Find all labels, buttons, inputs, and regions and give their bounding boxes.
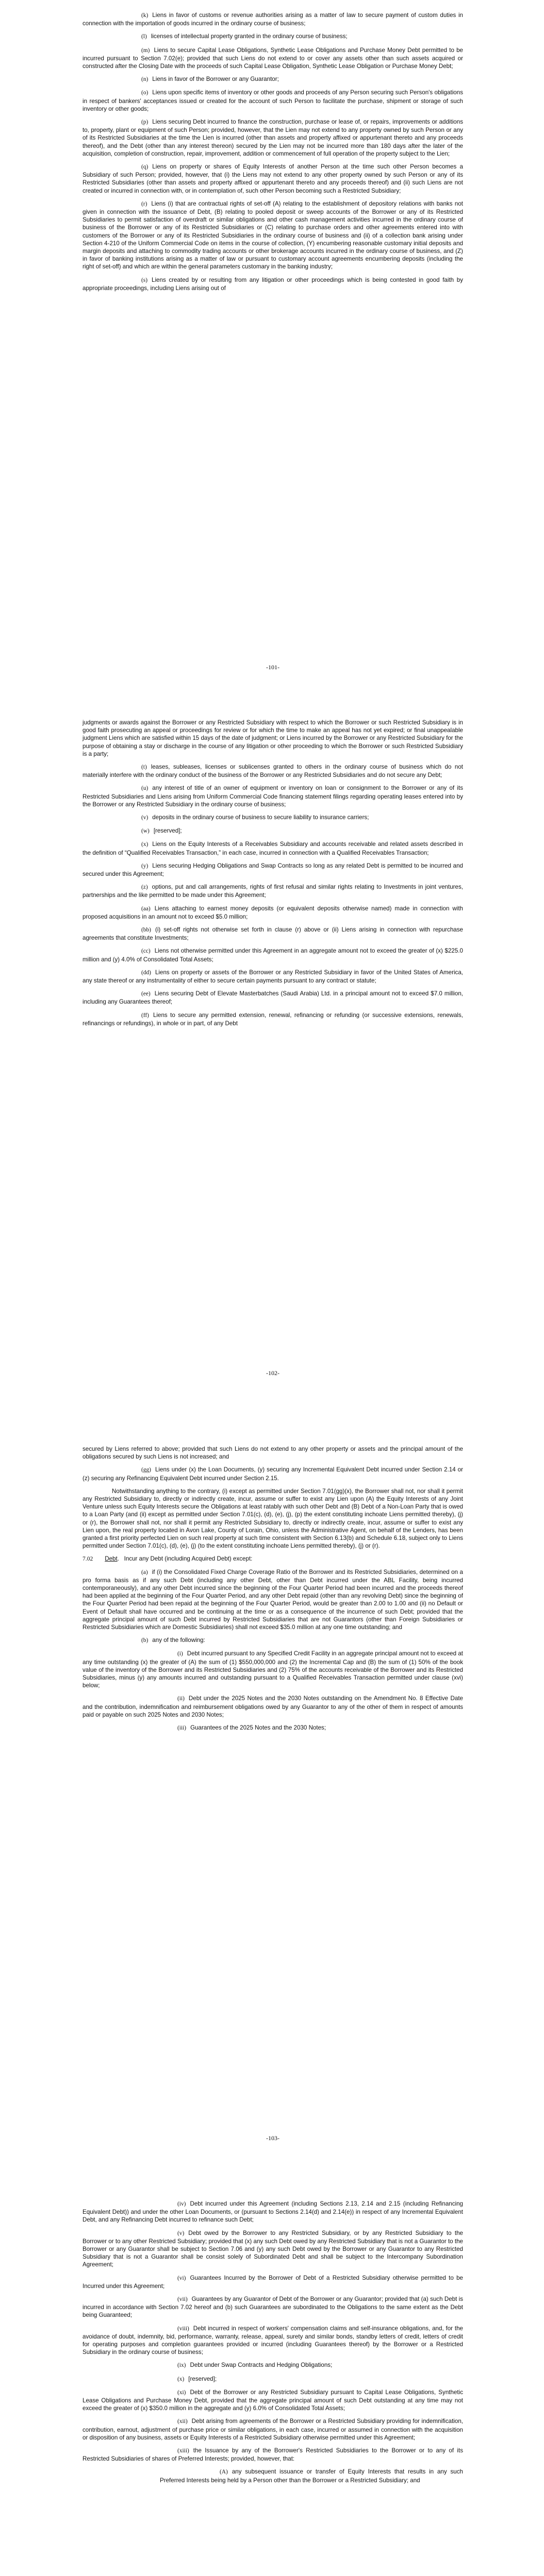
page-101	[83, 11, 463, 671]
clause-text: options, put and call arrangements, rights of first refusal and similar rights relating to Investments in joint ventures, partnerships and the like permitted to be made under this Agreement;	[83, 884, 463, 899]
clause-marker: (w)	[141, 828, 150, 835]
clause-marker: (s)	[141, 277, 148, 283]
clause-text: deposits in the ordinary course of business to secure liability to insurance carriers;	[152, 814, 369, 821]
clause-marker: (xii)	[177, 2418, 188, 2425]
list-item	[83, 46, 463, 71]
list-item	[83, 75, 463, 83]
clause-marker: (cc)	[141, 948, 151, 955]
list-item	[83, 2361, 463, 2369]
clause-text: Liens to secure any permitted extension, renewal, refinancing or refunding (or successive extensions, renewals, refinancings or refundings), in whole or in part, of any Debt	[83, 1011, 463, 1027]
page-102	[83, 719, 463, 1377]
clause-marker: (k)	[141, 12, 149, 19]
clause-b	[83, 1636, 463, 1645]
clause-marker: (A)	[220, 2469, 228, 2476]
list-item	[83, 969, 463, 985]
list-item	[83, 1011, 463, 1027]
list-item	[83, 2274, 463, 2290]
clause-text: Liens securing Hedging Obligations and Swap Contracts so long as any related Debt is permitted to be incurred and secured under this Agreement;	[83, 862, 463, 878]
clause-text: any of the following:	[152, 1637, 205, 1644]
continuation-paragraph: secured by Liens referred to above; provided that such Liens do not extend to any other property or assets and the principal amount of the obligations secured by such Liens is not increased; and	[83, 1446, 463, 1461]
clause-text: Debt under the 2025 Notes and the 2030 Notes outstanding on the Amendment No. 8 Effective Date and the contribution, indemnification and reimbursement obligations owed by any Guarantor to any of the other of them in respect of amounts paid or payable on such 2025 Notes and 2030 Notes;	[83, 1695, 463, 1718]
list-item	[83, 118, 463, 158]
clause-text: Liens in favor of the Borrower or any Guarantor;	[152, 76, 279, 83]
clause-text: Liens upon specific items of inventory or other goods and proceeds of any Person securing such Person's obligations in respect of bankers' acceptances issued or created for the account of such Person to facilitate the purchase, shipment or storage of such inventory or other goods;	[83, 89, 463, 112]
list-item	[83, 276, 463, 292]
clause-marker: (b)	[141, 1637, 149, 1644]
paragraph-list	[83, 11, 463, 292]
list-item	[83, 2388, 463, 2413]
clause-marker: (y)	[141, 862, 149, 869]
clause-marker: (iv)	[177, 2201, 186, 2207]
clause-marker: (dd)	[141, 969, 151, 976]
clause-gg	[83, 1466, 463, 1482]
clause-marker: (v)	[141, 815, 149, 821]
clause-marker: (vii)	[177, 2296, 188, 2303]
clause-text: Liens (i) that are contractual rights of set-off (A) relating to the establishment of depository relations with banks not given in connection with the issuance of Debt, (B) relating to pooled deposit or sweep accounts of the Borrower or any of its Restricted Subsidiaries to permit satisfaction of overdraft or similar obligations and other cash management activities incurred in the ordinary course of business of the Borrower or any of its Restricted Subsidiaries or (C) relating to purchase orders and other agreements entered into with customers of the Borrower or any of its Restricted Subsidiaries in the ordinary course of business and (ii) of a collection bank arising under Section 4-210 of the Uniform Commercial Code on items in the course of collection, (Y) encumbering reasonable customary initial deposits and margin deposits and attaching to commodity trading accounts or other brokerage accounts incurred in the ordinary course of business, and (Z) in favor of banking institutions arising as a matter of law or pursuant to customary account agreements encumbering deposits (including the right of set-off) and which are within the general parameters customary in the banking industry;	[83, 200, 463, 270]
paragraph-list	[83, 763, 463, 1027]
clause-marker: (bb)	[141, 927, 151, 934]
list-item	[83, 827, 463, 835]
clause-text: any interest of title of an owner of equipment or inventory on loan or consignment to the Borrower or any of its Restricted Subsidiaries and Liens arising from Uniform Commercial Code financing statement filings regarding operating leases entered into by the Borrower or any Restricted Subsidiary in the ordinary course of business;	[83, 785, 463, 808]
clause-marker: (q)	[141, 164, 149, 171]
clause-text: Liens attaching to earnest money deposits (or equivalent deposits otherwise named) made in connection with proposed acquisitions in an amount not to exceed $5.0 million;	[83, 905, 463, 920]
list-item	[83, 1694, 463, 1719]
clause-marker: (xi)	[177, 2389, 186, 2396]
list-item	[83, 905, 463, 921]
clause-text: Liens in favor of customs or revenue authorities arising as a matter of law to secure payment of custom duties in connection with the importation of goods incurred in the ordinary course of business;	[83, 12, 463, 27]
clause-marker: (a)	[141, 1569, 148, 1575]
clause-text: if (i) the Consolidated Fixed Charge Coverage Ratio of the Borrower and its Restricted Subsidiaries, determined on a pro forma basis as if any such Debt (including any other Debt, other than Debt incurred under the ABL Facility, being incurred contemporaneously), and any other Debt incurred since the beginning of the Four Quarter Period had been incurred and the proceeds thereof had been applied at the beginning of the Four Quarter Period, and any other Debt repaid (other than any revolving Debt) since the beginning of the Four Quarter Period had been repaid at the beginning of the Four Quarter Period, would be greater than 2.00 to 1.00 and (ii) no Default or Event of Default shall have occurred and be continuing at the time or as a consequence of the incurrence of such Debt; provided that the aggregate principal amount of such Debt incurred by Restricted Subsidiaries that are not Guarantors (other than Foreign Subsidiaries or Restricted Subsidiaries which are Domestic Subsidiaries) shall not exceed $35.0 million at any one time outstanding; and	[83, 1568, 463, 1631]
clause-a	[83, 1568, 463, 1632]
clause-text: Debt owed by the Borrower to any Restricted Subsidiary, or by any Restricted Subsidiary to the Borrower or to any other Restricted Subsidiary; provided that (x) any such Debt owed by any Restricted Subsidiary that is not a Guarantor to the Borrower or any Guarantor shall be subject to Section 7.06 and (y) any such Debt owed by the Borrower or any Guarantor to any Restricted Subsidiary that is not a Guarantor shall be consist solely of Subordinated Debt and shall be subject to the Intercompany Subordination Agreement;	[83, 2229, 463, 2268]
list-item	[83, 2229, 463, 2269]
clause-text: Debt incurred in respect of workers' compensation claims and self-insurance obligations, and, for the avoidance of doubt, indemnity, bid, performance, warranty, release, appeal, surety and similar bonds, standby letters of credit, letters of credit for operating purposes and completion guarantees provided or incurred (including Guarantees thereof) by the Borrower or a Restricted Subsidiary in the ordinary course of business;	[83, 2325, 463, 2356]
clause-text: Guarantees Incurred by the Borrower of Debt of a Restricted Subsidiary otherwise permitted to be Incurred under this Agreement;	[83, 2274, 463, 2290]
notwithstanding-paragraph: Notwithstanding anything to the contrary, (i) except as permitted under Section 7.01(gg)(x), the Borrower shall not, nor shall it permit any Restricted Subsidiary to, directly or indirectly create, incur, assume or suffer to exist any Lien upon (A) the Equity Interests of any Joint Venture unless such Equity Interests secure the Obligations at least ratably with such other Debt and (B) Debt of a Non-Loan Party that is owed to a Loan Party (and (ii) except as permitted under Section 7.01(c), (d), (e), (j), (p) the extent constituting inchoate Liens permitted thereby), (j) or (r), the Borrower shall not, nor shall it permit any Restricted Subsidiary to, directly or indirectly create, incur, assume or suffer to exist any Lien upon, the real property located in Avon Lake, County of Lorain, Ohio, unless the Administrative Agent, on behalf of the Lenders, has been granted a first priority perfected Lien on such real property at such time consistent with Section 6.13(b) and Schedule 6.18, subject only to Liens permitted under Section 7.01(c), (d), (e), (j) (to the extent constituting inchoate Liens permitted thereby), (j) or (r).	[83, 1487, 463, 1550]
list-item	[83, 1724, 463, 1732]
clause-A	[160, 2468, 463, 2484]
clause-text: Debt of the Borrower or any Restricted Subsidiary pursuant to Capital Lease Obligations, Synthetic Lease Obligations and Purchase Money Debt, provided that the aggregate principal amount of such Debt outstanding at any time may not exceed the greater of (x) $350.0 million in the aggregate and (y) 6.0% of Consolidated Total Assets;	[83, 2388, 463, 2412]
clause-marker: (r)	[141, 200, 147, 207]
clause-text: Liens on the Equity Interests of a Receivables Subsidiary and accounts receivable and related assets described in the definition of “Qualified Receivables Transaction,” in each case, incurred in connection with a Qualified Receivables Transaction;	[83, 841, 463, 856]
clause-marker: (vi)	[177, 2275, 186, 2281]
clause-text: leases, subleases, licenses or sublicenses granted to others in the ordinary course of business which do not materially interfere with the ordinary conduct of the business of the Borrower or any Restricted Subsidiaries and do not secure any Debt;	[83, 764, 463, 779]
clause-marker: (x)	[141, 841, 149, 848]
clause-marker: (iii)	[177, 1725, 187, 1732]
list-item	[83, 32, 463, 41]
list-item	[83, 990, 463, 1006]
clause-text: Debt incurred under this Agreement (including Sections 2.13, 2.14 and 2.15 (including Refinancing Equivalent Debt)) and under the other Loan Documents, or (pursuant to Sections 2.14(d) and 2.14(e)) in respect of any Incremental Equivalent Debt, and any Refinancing Debt incurred to refinance such Debt;	[83, 2200, 463, 2224]
clause-text: (i) set-off rights not otherwise set forth in clause (r) above or (ii) Liens arising in connection with repurchase agreements that constitute Investments;	[83, 926, 463, 942]
section-7-02-heading: 7.02 Debt. Incur any Debt (including Acquired Debt) except:	[83, 1555, 253, 1563]
list-item	[83, 784, 463, 808]
clause-marker: (t)	[141, 764, 147, 771]
clause-marker: (gg)	[141, 1467, 151, 1473]
clause-marker: (m)	[141, 47, 150, 54]
subclause-list	[83, 2200, 463, 2463]
clause-text: Liens on property or shares of Equity Interests of another Person at the time such other Person becomes a Subsidiary of such Person; provided, however, that (i) the Liens may not extend to any other property owned by such Person or any of its Restricted Subsidiaries (other than assets and property affixed or appurtenant thereto and any proceeds thereof) and (ii) such Liens are not created or incurred in connection with, or in contemplation of, such other Person becoming such a Restricted Subsidiary;	[83, 163, 463, 194]
clause-marker: (v)	[177, 2230, 185, 2236]
page-number: -103-	[266, 2134, 279, 2142]
clause-text: Debt under Swap Contracts and Hedging Obligations;	[190, 2362, 333, 2369]
list-item	[83, 947, 463, 963]
clause-text: Liens on property or assets of the Borrower or any Restricted Subsidiary in favor of the United States of America, any state thereof or any instrumentality of either to secure certain payments pursuant to any contract or statute;	[83, 969, 463, 985]
clause-text: Liens to secure Capital Lease Obligations, Synthetic Lease Obligations and Purchase Money Debt permitted to be incurred pursuant to Section 7.02(e); provided that such Liens do not extend to or cover any assets other than such assets acquired or constructed after the Closing Date with the proceeds of such Capital Lease Obligation, Synthetic Lease Obligation or Purchase Money Debt;	[83, 46, 463, 70]
list-item	[83, 2375, 463, 2383]
clause-marker: (ix)	[177, 2362, 186, 2369]
clause-text: the Issuance by any of the Borrower's Restricted Subsidiaries to the Borrower or to any of its Restricted Subsidiaries of shares of Preferred Interests; provided, however, that:	[83, 2447, 463, 2463]
clause-text: Guarantees of the 2025 Notes and the 2030 Notes;	[190, 1724, 326, 1732]
clause-text: Liens under (x) the Loan Documents, (y) securing any Incremental Equivalent Debt incurred under Section 2.14 or (z) securing any Refinancing Equivalent Debt incurred under Section 2.15.	[83, 1466, 463, 1482]
clause-text: Debt incurred pursuant to any Specified Credit Facility in an aggregate principal amount not to exceed at any time outstanding (x) the greater of (A) the sum of (1) $550,000,000 and (2) the Incremental Cap and (B) the sum of (1) 50% of the book value of the inventory of the Borrower and its Restricted Subsidiaries and (2) 75% of the accounts receivable of the Borrower and its Restricted Subsidiaries, minus (y) any amounts incurred and outstanding pursuant to a Qualified Receivables Transaction permitted under clause (xvi) below;	[83, 1650, 463, 1689]
clause-text: [reserved];	[188, 2375, 217, 2382]
page-number: -101-	[266, 664, 279, 671]
clause-marker: (ee)	[141, 991, 151, 997]
list-item	[83, 2325, 463, 2357]
clause-marker: (z)	[141, 884, 148, 891]
section-title: Debt	[105, 1555, 118, 1563]
clause-marker: (u)	[141, 785, 149, 792]
clause-text: any subsequent issuance or transfer of Equity Interests that results in any such Preferred Interests being held by a Person other than the Borrower or a Restricted Subsidiary; and	[160, 2468, 463, 2484]
clause-text: licenses of intellectual property granted in the ordinary course of business;	[151, 33, 348, 40]
list-item	[83, 1650, 463, 1689]
list-item	[83, 2447, 463, 2463]
list-item	[83, 840, 463, 856]
page-103	[83, 1445, 463, 2142]
section-number: 7.02	[83, 1555, 93, 1563]
clause-marker: (x)	[177, 2376, 185, 2382]
clause-marker: (aa)	[141, 905, 151, 912]
clause-marker: (xiii)	[177, 2448, 189, 2454]
list-item	[83, 163, 463, 195]
clause-text: Debt arising from agreements of the Borrower or a Restricted Subsidiary providing for indemnification, contribution, earnout, adjustment of purchase price or similar obligations, in each case, incurred or assumed in connection with the acquisition or disposition of any business, assets or Equity Interests of a Restricted Subsidiary otherwise permitted under this Agreement;	[83, 2418, 463, 2441]
list-item	[83, 2200, 463, 2224]
page-number: -102-	[266, 1369, 279, 1377]
list-item	[83, 763, 463, 779]
list-item	[83, 926, 463, 942]
list-item	[83, 89, 463, 113]
clause-text: Liens not otherwise permitted under this Agreement in an aggregate amount not to exceed the greater of (x) $225.0 million and (y) 4.0% of Consolidated Total Assets;	[83, 947, 463, 963]
list-item	[83, 2417, 463, 2442]
clause-marker: (l)	[141, 33, 147, 40]
clause-text: Liens securing Debt incurred to finance the construction, purchase or lease of, or repairs, improvements or additions to, property, plant or equipment of such Person; provided, however, that the Lien may not extend to any property owned by such Person or any of its Restricted Subsidiaries at the time the Lien is incurred (other than assets and property affixed or appurtenant thereto and any proceeds thereof), and the Debt (other than any interest thereon) secured by the Lien may not be incurred more than 180 days after the later of the acquisition, completion of construction, repair, improvement, addition or commencement of full operation of the property subject to the Lien;	[83, 118, 463, 157]
list-item	[83, 883, 463, 899]
clause-marker: (p)	[141, 119, 149, 126]
list-item	[83, 200, 463, 271]
clause-marker: (ff)	[141, 1012, 149, 1019]
clause-text: Liens securing Debt of Elevate Masterbatches (Saudi Arabia) Ltd. in a principal amount not to exceed $7.0 million, including any Guarantees thereof;	[83, 990, 463, 1006]
clause-marker: (i)	[177, 1651, 183, 1657]
section-intro: Incur any Debt (including Acquired Debt) except:	[124, 1555, 253, 1563]
continuation-paragraph: judgments or awards against the Borrower or any Restricted Subsidiary with respect to which the Borrower or such Restricted Subsidiary is in good faith prosecuting an appeal or proceedings for review or for which the time to make an appeal has not yet expired; or final unappealable judgment Liens which are satisfied within 15 days of the date of judgment; or Liens incurred by the Borrower or any Restricted Subsidiary for the purpose of obtaining a stay or discharge in the course of any litigation or other proceeding to which the Borrower or such Restricted Subsidiary is a party;	[83, 719, 463, 757]
clause-marker: (n)	[141, 76, 149, 83]
list-item	[83, 862, 463, 878]
list-item	[83, 814, 463, 822]
subclause-list	[83, 1650, 463, 1732]
list-item	[83, 2295, 463, 2319]
clause-text: Liens created by or resulting from any litigation or other proceedings which is being contested in good faith by appropriate proceedings, including Liens arising out of	[83, 276, 463, 292]
clause-text: Guarantees by any Guarantor of Debt of the Borrower or any Guarantor; provided that (a) such Debt is incurred in accordance with Section 7.02 hereof and (b) such Guarantees are subordinated to the Obligations to the same extent as the Debt being Guaranteed;	[83, 2296, 463, 2319]
clause-text: [reserved];	[153, 827, 182, 835]
list-item	[83, 11, 463, 27]
clause-marker: (ii)	[177, 1696, 185, 1702]
clause-marker: (viii)	[177, 2325, 189, 2332]
clause-marker: (o)	[141, 90, 149, 96]
page-104	[83, 2200, 463, 2576]
